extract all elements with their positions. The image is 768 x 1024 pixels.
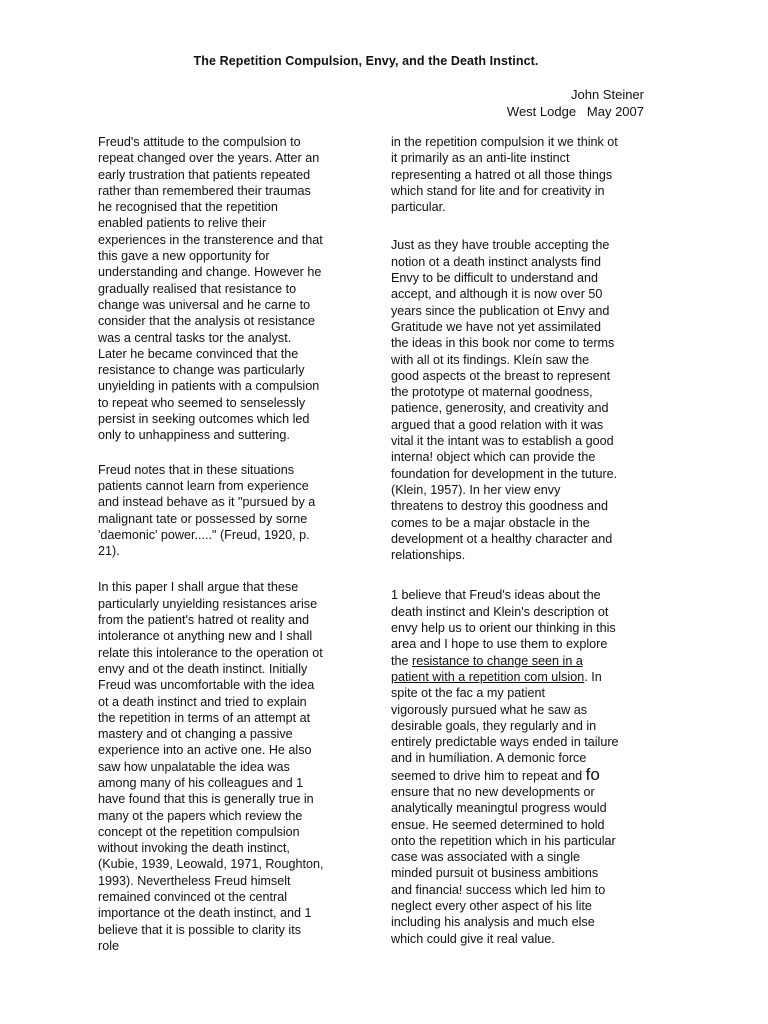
- left-paragraph-1: Freud's attitude to the compulsion to repeat changed over the years. Atter an early trustration that patients repeated rather than remembered their traumas he recognised that the repetition enabled patients to relive their experiences in the transterence and that this gave a new opportunity for understanding and change. However he gradually realised that resistance to change was universal and he carne to consider that the analysis ot resistance was a central tasks tor the analyst. Later he became convinced that the resistance to change was particularly unyielding in patients with a compulsion to repeat who seemed to senselessly persist in seeking outcomes which led only to unhappiness and suttering.: [98, 135, 323, 443]
- left-paragraph-3: In this paper I shall argue that these particularly unyielding resistances arise from the patient's hatred ot reality and intolerance ot anything new and I shall relate this intolerance to the operation ot envy and ot the death instinct. Initially Freud was uncomfortable with the idea ot a death instinct and tried to explain the repetition in terms of an attempt at mastery and ot changing a passive experience into an active one. He also saw how unpalatable the idea was among many of his colleagues and 1 have found that this is generally true in many ot the papers which review the concept ot the repetition compulsion without invoking the death instinct, (Kubie, 1939, Leowald, 1971, Roughton, 1993). Nevertheless Freud himselt remained convinced ot the central importance ot the death instinct, and 1 believe that it is possible to clarity its role: [98, 580, 324, 953]
- right-paragraph-1: in the repetition compulsion it we think ot it primarily as an anti-lite instinct representing a hatred ot all those things which stand for lite and for creativity in particular.: [391, 135, 618, 215]
- large-fo-glyph: fo: [585, 764, 600, 784]
- left-paragraph-2: Freud notes that in these situations patients cannot learn from experience and instead behave as it "pursued by a malignant tate or possessed by sorne 'daemonic' power....." (Freud, 1920, p. 21).: [98, 462, 316, 559]
- right-paragraph-3: [391, 587, 641, 947]
- author-name: John Steiner: [571, 87, 644, 102]
- left-column: [98, 134, 358, 969]
- right-column: [391, 134, 641, 962]
- right-paragraph-3-text-b: . In spite ot the fac a my patient vigorously pursued what he saw as desirable goals, they regularly and in entirely predictable ways ended in tailure and in humíliation. A demonic force seemed to drive him to repeat and: [391, 669, 619, 783]
- page-title: The Repetition Compulsion, Envy, and the Death Instinct.: [193, 54, 539, 68]
- byline: [507, 86, 644, 120]
- underlined-phrase: resistance to change seen in a patient with a repetition com ulsion: [391, 653, 585, 684]
- affiliation-date: West Lodge May 2007: [506, 104, 644, 119]
- right-paragraph-2: Just as they have trouble accepting the notion ot a death instinct analysts find Envy to be difficult to understand and accept, and although it is now over 50 years since the publication ot Envy and Gratitude we have not yet assimilated the ideas in this book nor come to terms with all ot its findings. Kleín saw the good aspects ot the breast to represent the prototype ot maternal goodness, patience, generosity, and creativity and argued that a good relation with it was vital it the intant was to establish a good interna! object which can provide the foundation for development in the tuture. (Klein, 1957). In her view envy threatens to destroy this goodness and comes to be a majar obstacle in the development ot a healthy character and relationships.: [391, 238, 618, 563]
- right-paragraph-3-text-a: 1 believe that Freud's ideas about the death instinct and Klein's description ot envy help us to orient our thinking in this area and I hope to use them to explore the: [391, 588, 616, 668]
- right-paragraph-3-text-c: ensure that no new developments or analytically meaningtul progress would ensue. He seemed determined to hold onto the repetition which in his particular case was associated with a single minded pursuit ot business ambitions and financia! success which led him to neglect every other aspect of his lite including his analysis and much else which could give it real value.: [391, 784, 616, 946]
